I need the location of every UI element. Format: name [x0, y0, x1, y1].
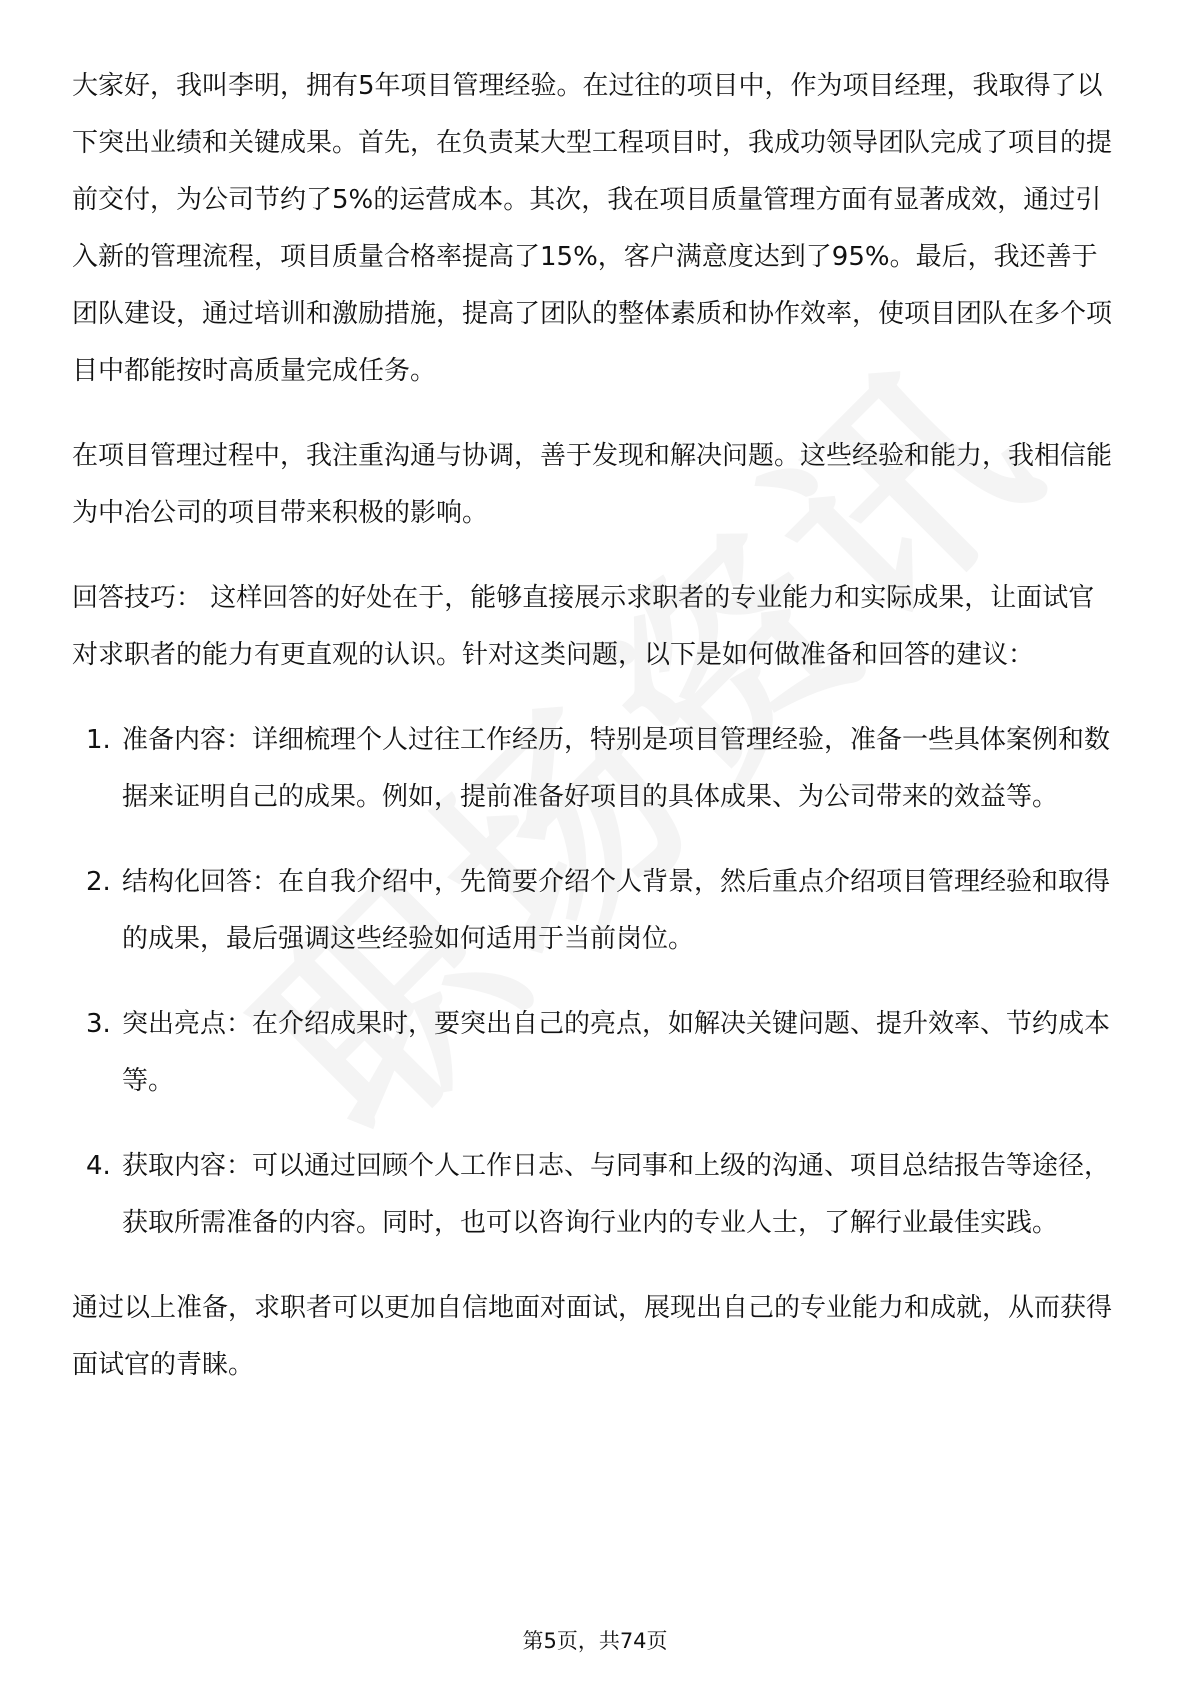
page-number: 第5页，共74页 [522, 1629, 668, 1653]
list-item-text: 结构化回答：在自我介绍中，先简要介绍个人背景，然后重点介绍项目管理经验和取得的成果，最后强调这些经验如何适用于当前岗位。 [122, 867, 1111, 954]
list-item-text: 获取内容：可以通过回顾个人工作日志、与同事和上级的沟通、项目总结报告等途径，获取所需准备的内容。同时，也可以咨询行业内的专业人士，了解行业最佳实践。 [122, 1151, 1111, 1238]
list-item [72, 1138, 1120, 1252]
list-item-number: 1. [86, 725, 111, 755]
intro-paragraph: 大家好，我叫李明，拥有5年项目管理经验。在过往的项目中，作为项目经理，我取得了以下突出业绩和关键成果。首先，在负责某大型工程项目时，我成功领导团队完成了项目的提前交付，为公司节约了5%的运营成本。其次，我在项目质量管理方面有显著成效，通过引入新的管理流程，项目质量合格率提高了15%，客户满意度达到了95%。最后，我还善于团队建设，通过培训和激励措施，提高了团队的整体素质和协作效率，使项目团队在多个项目中都能按时高质量完成任务。 [72, 71, 1113, 386]
tips-list [72, 712, 1120, 1252]
list-item [72, 996, 1120, 1110]
list-item-text: 准备内容：详细梳理个人过往工作经历，特别是项目管理经验，准备一些具体案例和数据来证明自己的成果。例如，提前准备好项目的具体成果、为公司带来的效益等。 [122, 725, 1111, 812]
list-item-number: 3. [86, 1009, 111, 1039]
list-item-number: 2. [86, 867, 111, 897]
document-body [72, 58, 1120, 1422]
list-item-text: 突出亮点：在介绍成果时，要突出自己的亮点，如解决关键问题、提升效率、节约成本等。 [122, 1009, 1111, 1096]
communication-paragraph: 在项目管理过程中，我注重沟通与协调，善于发现和解决问题。这些经验和能力，我相信能为中冶公司的项目带来积极的影响。 [72, 441, 1113, 528]
list-item [72, 854, 1120, 968]
closing-paragraph: 通过以上准备，求职者可以更加自信地面对面试，展现出自己的专业能力和成就，从而获得面试官的青睐。 [72, 1293, 1113, 1380]
answer-tips-paragraph: 回答技巧： 这样回答的好处在于，能够直接展示求职者的专业能力和实际成果，让面试官对求职者的能力有更直观的认识。针对这类问题，以下是如何做准备和回答的建议： [72, 583, 1095, 670]
list-item [72, 712, 1120, 826]
list-item-number: 4. [86, 1151, 111, 1181]
